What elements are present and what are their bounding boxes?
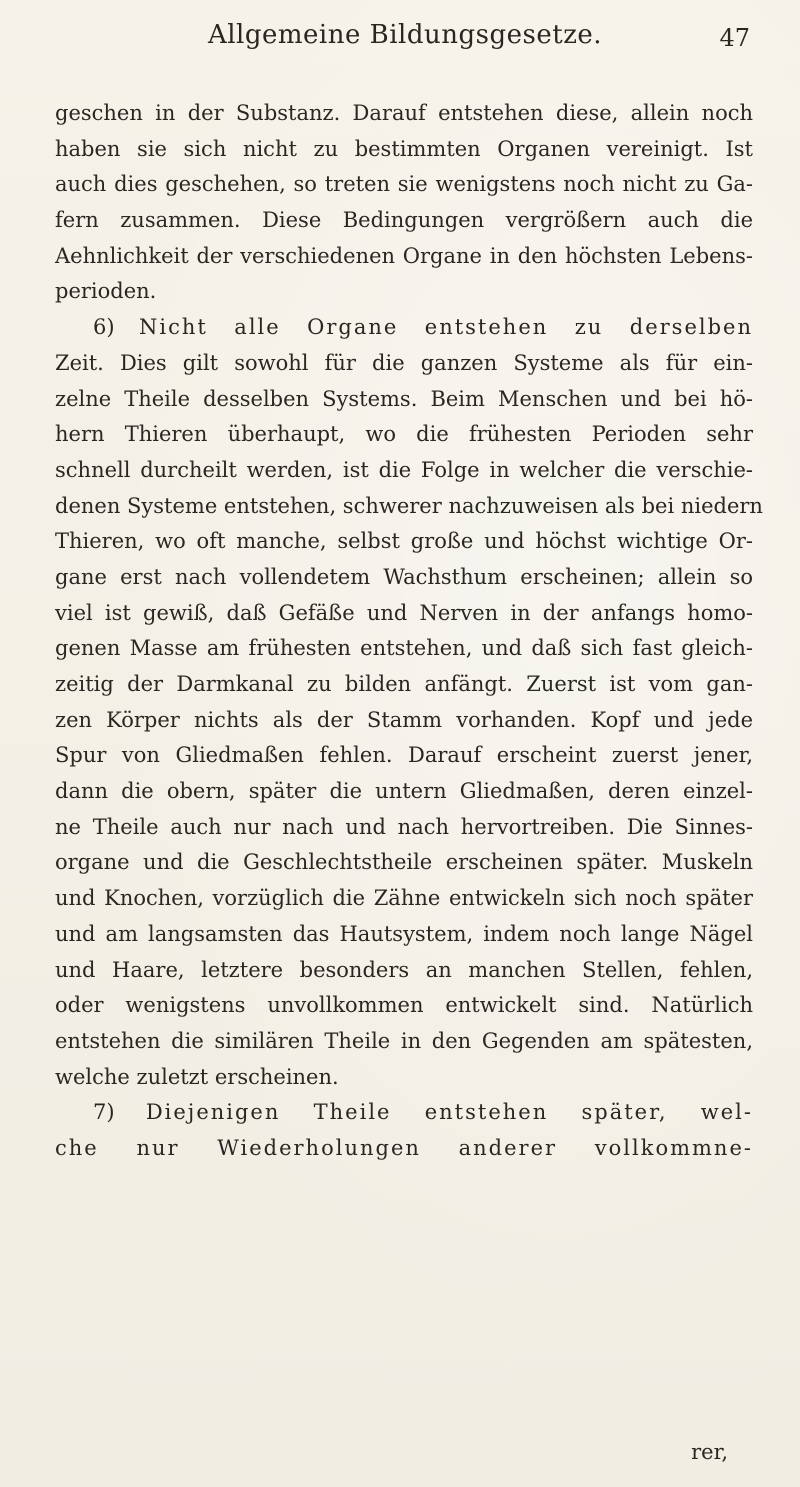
running-head: Allgemeine Bildungsgesetze. xyxy=(207,20,603,50)
section-heading-line xyxy=(55,310,753,346)
text-line: und Knochen, vorzüglich die Zähne entwickeln sich noch später xyxy=(55,886,753,911)
text-line: perioden. xyxy=(55,279,157,304)
text-line: zeitig der Darmkanal zu bilden anfängt. Zuerst ist vom gan- xyxy=(55,672,753,696)
text-line: schnell durcheilt werden, ist die Folge in welcher die verschie- xyxy=(55,457,753,482)
page-number: 47 xyxy=(719,24,750,52)
text-line: und am langsamsten das Hautsystem, indem noch lange Nägel xyxy=(55,921,753,946)
text-line: organe und die Geschlechtstheile erscheinen später. Muskeln xyxy=(55,850,753,875)
paragraph-7 xyxy=(55,1095,753,1166)
section-number: 6) xyxy=(93,315,115,340)
section-number: 7) xyxy=(93,1100,115,1125)
text-line: zen Körper nichts als der Stamm vorhanden. Kopf und jede xyxy=(55,707,753,732)
text-line: hern Thieren überhaupt, wo die frühesten Perioden sehr xyxy=(55,422,753,447)
text-line: auch dies geschehen, so treten sie wenigstens noch nicht zu Ga- xyxy=(55,172,753,197)
text-line: viel ist gewiß, daß Gefäße und Nerven in der anfangs homo- xyxy=(55,600,753,625)
text-line: und Haare, letztere besonders an manchen Stellen, fehlen, xyxy=(55,957,753,982)
text-line: che nur Wiederholungen anderer vollkommne- xyxy=(55,1135,753,1160)
section-heading-line xyxy=(55,1095,753,1131)
paragraph-continued xyxy=(55,96,753,310)
body-text xyxy=(55,96,763,1167)
text-line: denen Systeme entstehen, schwerer nachzuweisen als bei niedern xyxy=(55,493,763,518)
text-line: Spur von Gliedmaßen fehlen. Darauf erscheint zuerst jener, xyxy=(55,743,753,768)
text-line: genen Masse am frühesten entstehen, und daß sich fast gleich- xyxy=(55,636,753,661)
text-line: entstehen die similären Theile in den Gegenden am spätesten, xyxy=(55,1028,753,1053)
text-line: Zeit. Dies gilt sowohl für die ganzen Systeme als für ein- xyxy=(55,350,753,375)
catchword: rer, xyxy=(691,1440,728,1464)
text-line: ne Theile auch nur nach und nach hervortreiben. Die Sinnes- xyxy=(55,814,753,839)
text-line: haben sie sich nicht zu bestimmten Organen vereinigt. Ist xyxy=(55,136,753,161)
spaced-heading: Diejenigen Theile entstehen später, wel- xyxy=(145,1100,753,1125)
text-line: zelne Theile desselben Systems. Beim Menschen und bei hö- xyxy=(55,386,753,411)
text-line: Thieren, wo oft manche, selbst große und höchst wichtige Or- xyxy=(55,529,753,554)
text-line: dann die obern, später die untern Gliedmaßen, deren einzel- xyxy=(55,779,753,804)
text-line: welche zuletzt erscheinen. xyxy=(55,1064,339,1089)
text-line: gane erst nach vollendetem Wachsthum erscheinen; allein so xyxy=(55,564,753,589)
text-line: Aehnlichkeit der verschiedenen Organe in den höchsten Lebens- xyxy=(55,243,753,268)
page-header xyxy=(60,20,750,70)
paragraph-6 xyxy=(55,310,763,1095)
text-line: geschen in der Substanz. Darauf entstehen diese, allein noch xyxy=(55,101,753,125)
text-line: oder wenigstens unvollkommen entwickelt sind. Natürlich xyxy=(55,993,753,1018)
text-line: fern zusammen. Diese Bedingungen vergrößern auch die xyxy=(55,208,753,233)
spaced-heading: Nicht alle Organe entstehen zu derselben xyxy=(139,315,753,340)
